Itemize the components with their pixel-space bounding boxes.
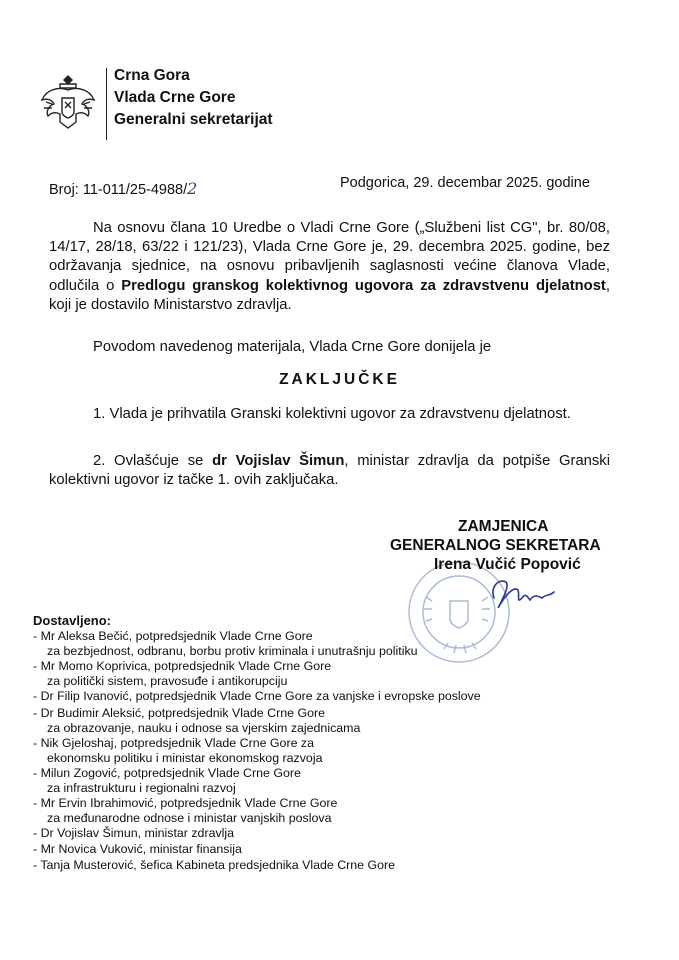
document-date: Podgorica, 29. decembar 2025. godine [340,175,590,191]
conclusion-2-bold-name: dr Vojislav Šimun [212,453,345,469]
header-country: Crna Gora [114,67,190,84]
conclusion-2 [49,452,610,490]
distribution-item [33,629,418,659]
distribution-item [33,659,331,689]
distribution-item [33,858,395,873]
distribution-line: - Dr Vojislav Šimun, ministar zdravlja [33,826,235,840]
signatory-title-2: GENERALNOG SEKRETARA [390,537,601,554]
conclusion-2-part2: , ministar zdravlja da potpiše Granski kolektivni ugovor iz tačke 1. ovih zaključaka. [49,453,610,489]
distribution-line: - Mr Aleksa Bečić, potpredsjednik Vlade Crne Gore [33,629,313,643]
distribution-item [33,842,242,857]
distribution-line: - Tanja Musterović, šefica Kabineta predsjednika Vlade Crne Gore [33,858,396,872]
distribution-line: - Mr Momo Koprivica, potpredsjednik Vlade Crne Gore [33,659,332,673]
coat-of-arms-icon [38,72,98,132]
distribution-item [33,826,234,841]
distribution-line-cont: za međunarodne odnose i ministar vanjskih poslova [47,811,332,825]
distribution-line: - Dr Filip Ivanović, potpredsjednik Vlade Crne Gore za vanjske i evropske poslove [33,689,481,703]
document-number-handwritten: 2 [187,179,198,198]
conclusions-title: ZAKLJUČKE [279,371,400,388]
signatory-title-1: ZAMJENICA [458,518,549,535]
distribution-line: - Milun Zogović, potpredsjednik Vlade Crne Gore [33,766,301,780]
distribution-title: Dostavljeno: [33,613,112,628]
decision-paragraph: Povodom navedenog materijala, Vlada Crne Gore donijela je [93,339,492,355]
distribution-line: - Mr Ervin Ibrahimović, potpredsjednik Vlade Crne Gore [33,796,338,810]
conclusion-2-part1: 2. Ovlašćuje se [93,453,213,469]
document-number-label: Broj: [49,182,79,198]
distribution-line: - Dr Budimir Aleksić, potpredsjednik Vlade Crne Gore [33,706,325,720]
distribution-line-cont: ekonomsku politiku i ministar ekonomskog razvoja [47,751,323,765]
distribution-item [33,689,481,704]
header-government: Vlada Crne Gore [114,89,236,106]
distribution-item [33,706,360,736]
conclusion-1: 1. Vlada je prihvatila Granski kolektivni ugovor za zdravstvenu djelatnost. [93,406,571,422]
distribution-line-cont: za politički sistem, pravosuđe i antikorupciju [47,674,288,688]
document-number-value: 11-011/25-4988/ [82,182,188,198]
intro-bold-subject: Predlogu granskog kolektivnog ugovora za zdravstvenu djelatnost [121,277,606,294]
distribution-line: - Nik Gjeloshaj, potpredsjednik Vlade Crne Gore za [33,736,314,750]
header-divider [106,68,107,140]
document-number [49,179,197,198]
distribution-line: - Mr Novica Vuković, ministar finansija [33,842,242,856]
intro-text-part1: Na osnovu člana 10 Uredbe o Vladi Crne Gore („Službeni list CG", br. 80/08, 14/17, 28/18, 63/22 i 121/23), Vlada Crne Gore je, 29. decembra 2025. godine, bez održavanja sjednice, na osnovu pribavljenih saglasnosti većine članova Vlade, odlučila o [49,220,610,294]
signatory-name: Irena Vučić Popović [434,556,581,573]
distribution-line-cont: za obrazovanje, nauku i odnose sa vjerskim zajednicama [47,721,361,735]
handwritten-signature [480,568,560,618]
distribution-item [33,736,322,766]
distribution-line-cont: za bezbjednost, odbranu, borbu protiv kriminala i unutrašnju politiku [47,644,418,658]
distribution-item [33,796,337,826]
distribution-line-cont: za infrastrukturu i regionalni razvoj [47,781,236,795]
intro-text-part2: , koji je dostavilo Ministarstvo zdravlja. [49,277,610,313]
header-secretariat: Generalni sekretarijat [114,111,273,128]
intro-paragraph [49,219,610,315]
distribution-item [33,766,301,796]
